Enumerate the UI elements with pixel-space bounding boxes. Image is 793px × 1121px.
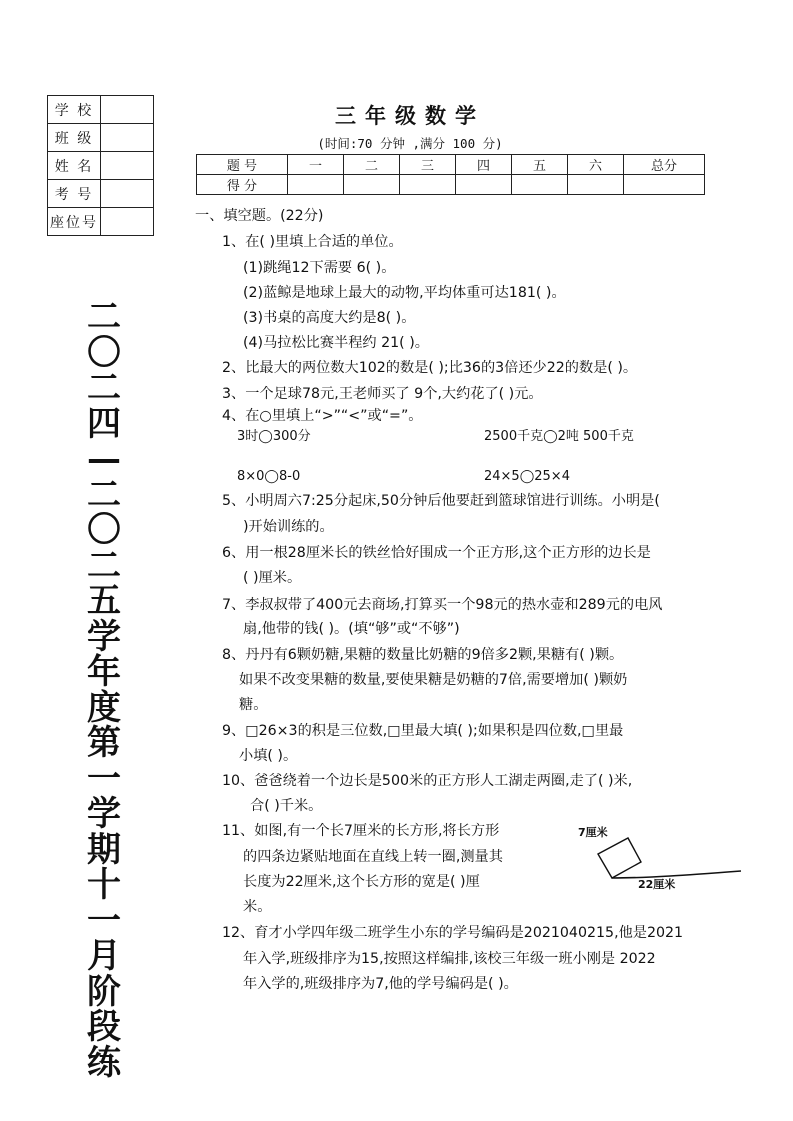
score-header-row xyxy=(197,155,705,175)
score-header-cell: 一 xyxy=(288,155,344,175)
student-info-table xyxy=(47,95,154,236)
score-value-row xyxy=(197,175,705,195)
compare-item: 24×5◯25×4 xyxy=(484,469,570,484)
score-table xyxy=(196,154,705,195)
score-header-cell: 总分 xyxy=(624,155,705,175)
semester-vertical-title: 二〇二四—二〇二五学年度第一学期十一月阶段练 xyxy=(87,297,121,1083)
question-3: 3、一个足球78元,王老师买了 9个,大约花了( )元。 xyxy=(222,386,543,402)
question-1-item-3: (3)书桌的高度大约是8( )。 xyxy=(243,310,416,326)
score-header-cell: 六 xyxy=(568,155,624,175)
class-label: 班 级 xyxy=(48,124,101,152)
score-header-cell: 四 xyxy=(456,155,512,175)
question-8-cont: 如果不改变果糖的数量,要使果糖是奶糖的7倍,需要增加( )颗奶 xyxy=(239,672,628,688)
question-11: 11、如图,有一个长7厘米的长方形,将长方形 xyxy=(222,823,500,839)
question-12-cont: 年入学,班级排序为15,按照这样编排,该校三年级一班小刚是 2022 xyxy=(243,951,656,967)
info-row xyxy=(48,208,154,236)
section-heading: 一、填空题。(22分) xyxy=(195,208,324,224)
question-10-cont: 合( )千米。 xyxy=(250,798,323,814)
score-cell[interactable] xyxy=(568,175,624,195)
score-cell[interactable] xyxy=(624,175,705,195)
exam-number-field[interactable] xyxy=(101,180,154,208)
diagram-label-22cm: 22厘米 xyxy=(638,878,676,891)
info-row xyxy=(48,124,154,152)
question-9-cont: 小填( )。 xyxy=(239,748,298,764)
info-row xyxy=(48,152,154,180)
exam-number-label: 考 号 xyxy=(48,180,101,208)
score-cell[interactable] xyxy=(288,175,344,195)
school-field[interactable] xyxy=(101,96,154,124)
question-7-cont: 扇,他带的钱( )。(填“够”或“不够”) xyxy=(243,621,460,637)
rectangle-rolling-diagram xyxy=(578,822,743,901)
question-7: 7、李叔叔带了400元去商场,打算买一个98元的热水壶和289元的电风 xyxy=(222,597,663,613)
question-8: 8、丹丹有6颗奶糖,果糖的数量比奶糖的9倍多2颗,果糖有( )颗。 xyxy=(222,647,624,663)
question-4: 4、在○里填上“>”“<”或“=”。 xyxy=(222,408,423,424)
score-cell[interactable] xyxy=(344,175,400,195)
score-cell[interactable] xyxy=(400,175,456,195)
ground-line xyxy=(612,871,741,878)
seat-number-field[interactable] xyxy=(101,208,154,236)
score-header-cell: 三 xyxy=(400,155,456,175)
question-8-cont: 糖。 xyxy=(239,697,268,713)
question-1-item-1: (1)跳绳12下需要 6( )。 xyxy=(243,260,396,276)
page-title: 三年级数学 xyxy=(335,103,485,128)
name-label: 姓 名 xyxy=(48,152,101,180)
question-9: 9、□26×3的积是三位数,□里最大填( );如果积是四位数,□里最 xyxy=(222,723,624,739)
score-cell[interactable] xyxy=(512,175,568,195)
question-11-cont: 米。 xyxy=(243,899,272,915)
question-12: 12、育才小学四年级二班学生小东的学号编码是2021040215,他是2021 xyxy=(222,925,684,941)
question-5: 5、小明周六7:25分起床,50分钟后他要赶到篮球馆进行训练。小明是( xyxy=(222,493,660,509)
name-field[interactable] xyxy=(101,152,154,180)
compare-item: 3时◯300分 xyxy=(237,429,311,444)
question-10: 10、爸爸绕着一个边长是500米的正方形人工湖走两圈,走了( )米, xyxy=(222,773,633,789)
score-cell[interactable] xyxy=(456,175,512,195)
question-1-item-2: (2)蓝鲸是地球上最大的动物,平均体重可达181( )。 xyxy=(243,285,566,301)
exam-time-score: (时间:70 分钟 ,满分 100 分) xyxy=(317,136,503,151)
score-row-label: 得 分 xyxy=(197,175,288,195)
score-header-cell: 五 xyxy=(512,155,568,175)
question-6: 6、用一根28厘米长的铁丝恰好围成一个正方形,这个正方形的边长是 xyxy=(222,545,651,561)
compare-item: 2500千克◯2吨 500千克 xyxy=(484,429,634,444)
question-11-cont: 长度为22厘米,这个长方形的宽是( )厘 xyxy=(243,874,480,890)
question-5-cont: )开始训练的。 xyxy=(243,519,334,535)
question-11-cont: 的四条边紧贴地面在直线上转一圈,测量其 xyxy=(243,849,503,865)
tilted-rectangle xyxy=(598,838,641,878)
score-header-cell: 题 号 xyxy=(197,155,288,175)
question-1: 1、在( )里填上合适的单位。 xyxy=(222,234,403,250)
question-1-item-4: (4)马拉松比赛半程约 21( )。 xyxy=(243,335,429,351)
info-row xyxy=(48,180,154,208)
info-row xyxy=(48,96,154,124)
question-12-cont: 年入学的,班级排序为7,他的学号编码是( )。 xyxy=(243,976,518,992)
seat-number-label: 座位号 xyxy=(48,208,101,236)
score-header-cell: 二 xyxy=(344,155,400,175)
diagram-label-7cm: 7厘米 xyxy=(578,826,608,839)
class-field[interactable] xyxy=(101,124,154,152)
compare-item: 8×0◯8-0 xyxy=(237,469,301,484)
question-2: 2、比最大的两位数大102的数是( );比36的3倍还少22的数是( )。 xyxy=(222,360,638,376)
school-label: 学 校 xyxy=(48,96,101,124)
question-6-cont: ( )厘米。 xyxy=(243,570,302,586)
